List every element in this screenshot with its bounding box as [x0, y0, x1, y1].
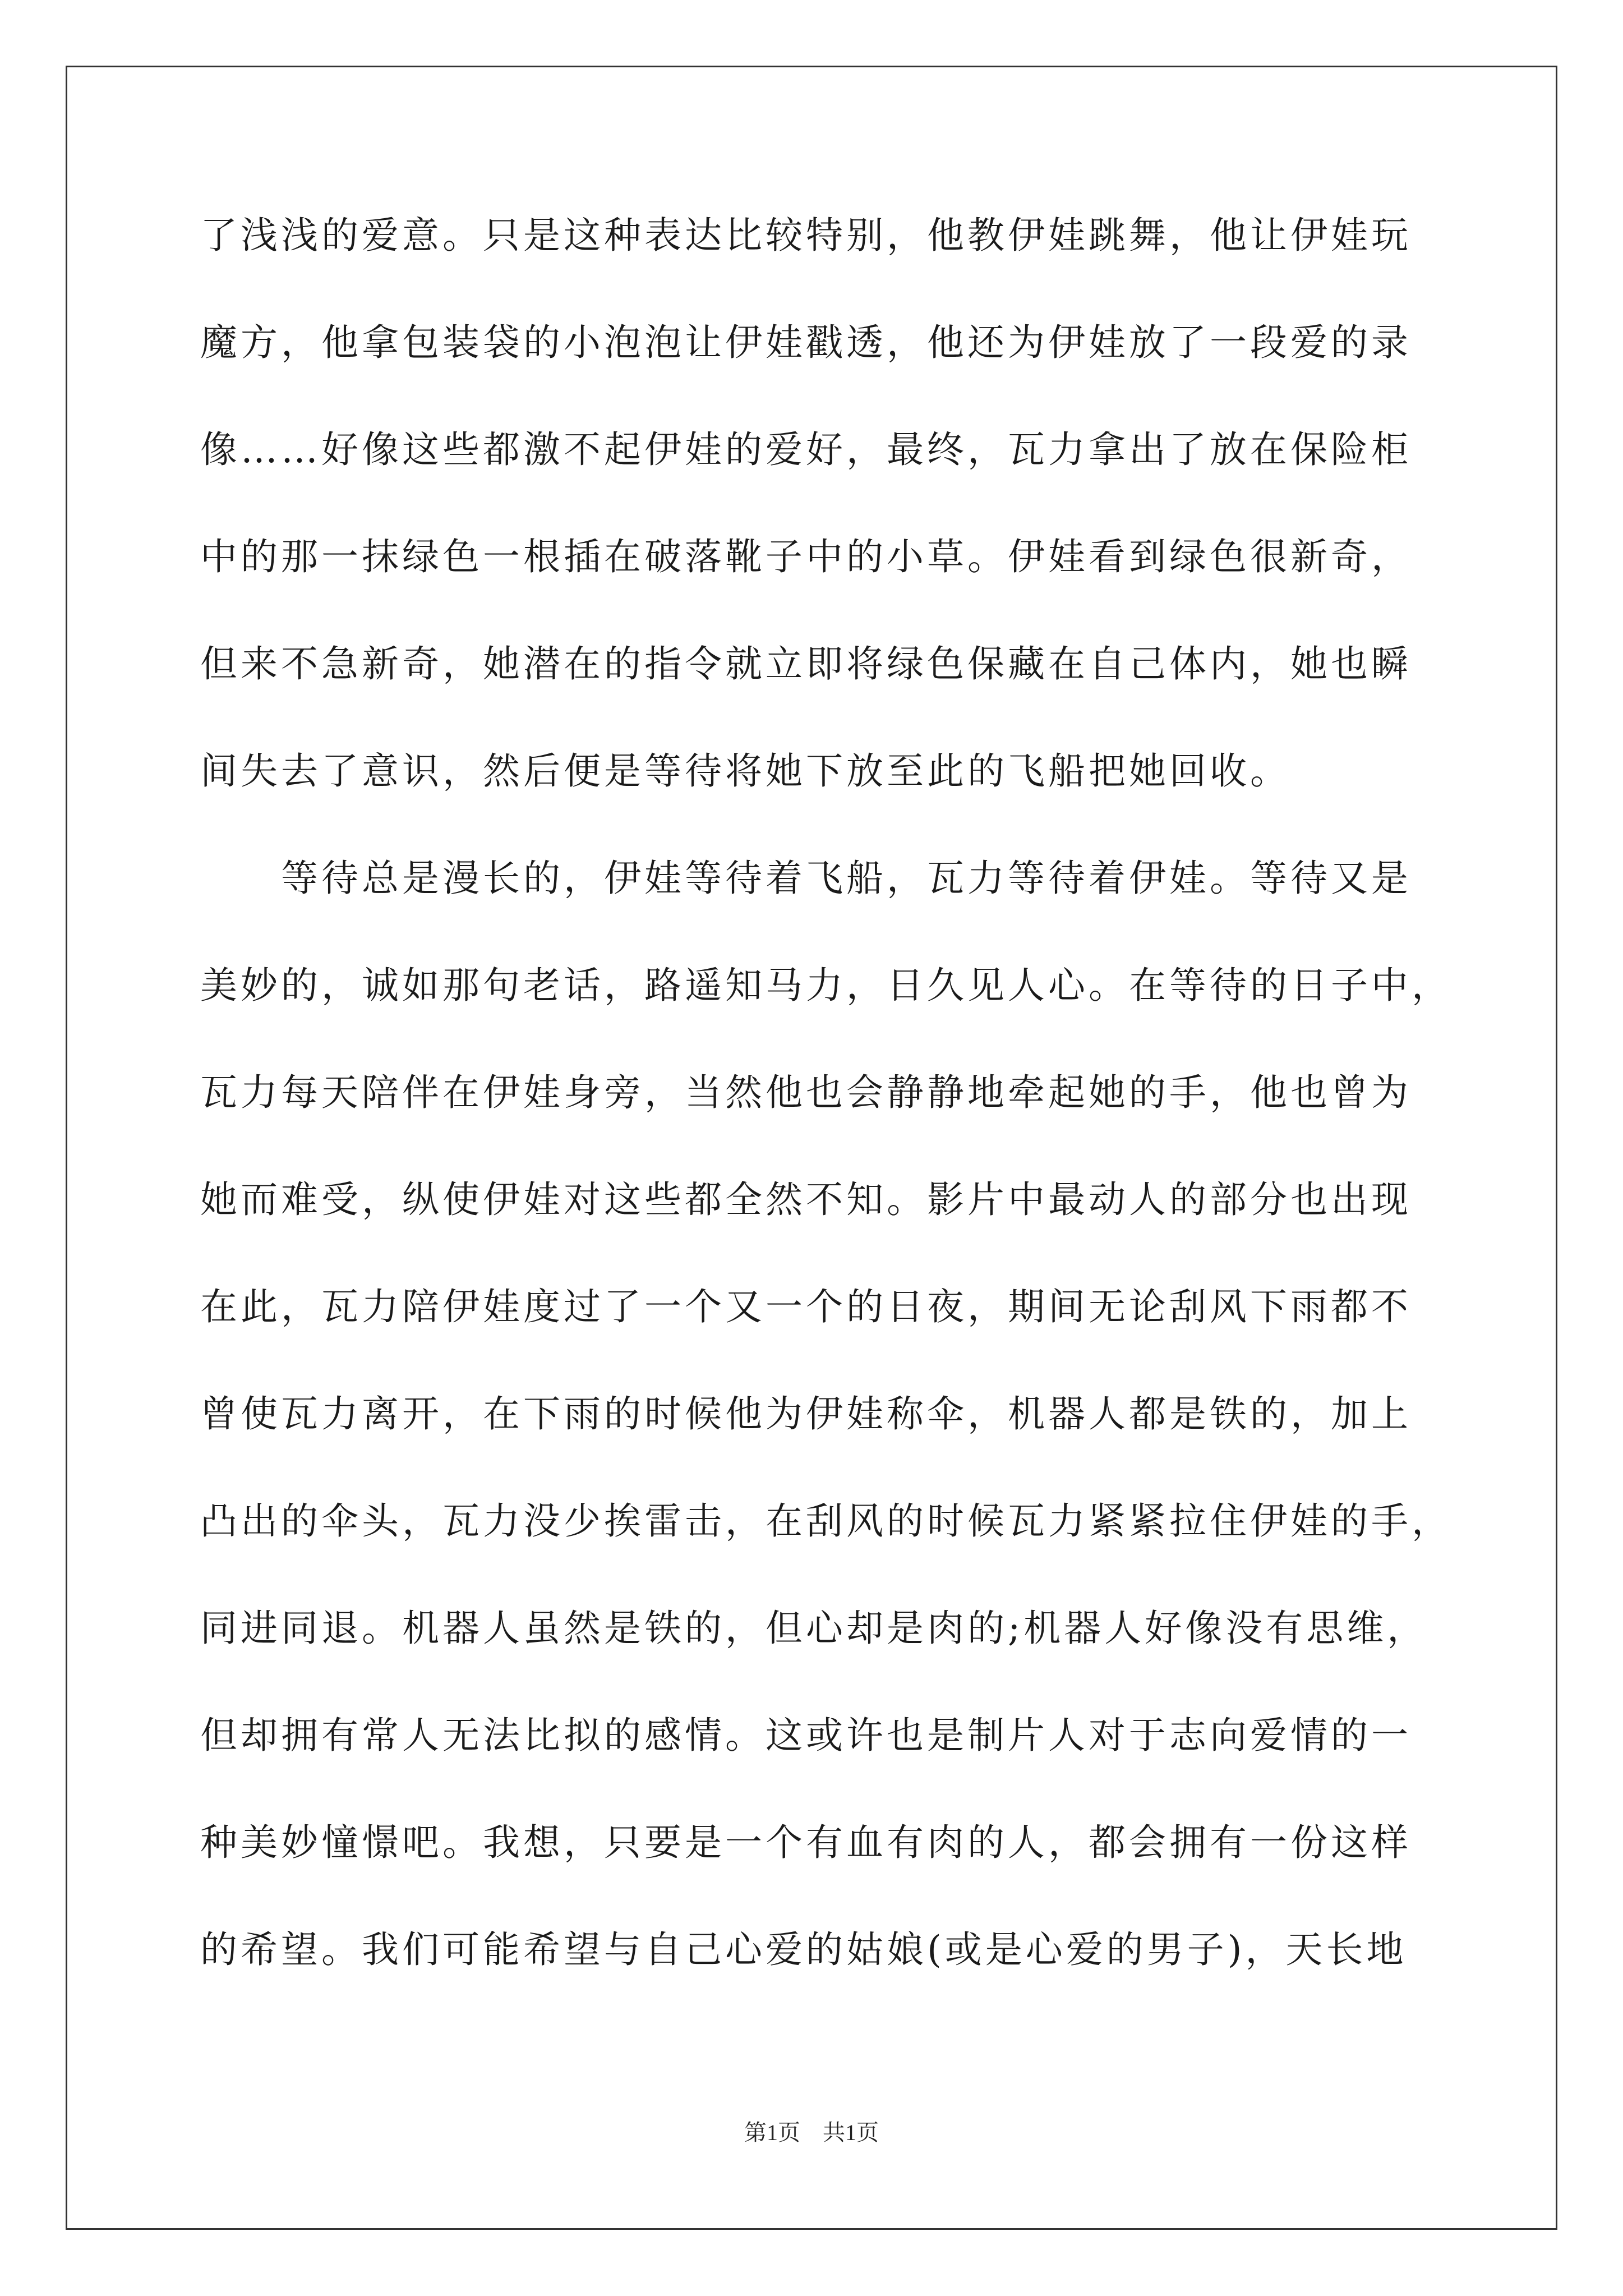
text-line: 美妙的，诚如那句老话，路遥知马力，日久见人心。在等待的日子中， — [200, 964, 1452, 1007]
text-line: 种美妙憧憬吧。我想，只要是一个有血有肉的人，都会拥有一份这样 — [200, 1821, 1412, 1864]
text-line: 曾使瓦力离开，在下雨的时候他为伊娃称伞，机器人都是铁的，加上 — [200, 1392, 1412, 1435]
text-line: 瓦力每天陪伴在伊娃身旁，当然他也会静静地牵起她的手，他也曾为 — [200, 1071, 1412, 1114]
text-line: 了浅浅的爱意。只是这种表达比较特别，他教伊娃跳舞，他让伊娃玩 — [200, 214, 1412, 257]
text-line: 同进同退。机器人虽然是铁的，但心却是肉的;机器人好像没有思维， — [200, 1607, 1428, 1650]
text-line: 但却拥有常人无法比拟的感情。这或许也是制片人对于志向爱情的一 — [200, 1714, 1412, 1757]
text-line: 她而难受，纵使伊娃对这些都全然不知。影片中最动人的部分也出现 — [200, 1178, 1412, 1221]
body-text — [200, 208, 1452, 2029]
text-line: 凸出的伞头，瓦力没少挨雷击，在刮风的时候瓦力紧紧拉住伊娃的手， — [200, 1499, 1452, 1543]
text-line: 的希望。我们可能希望与自己心爱的姑娘(或是心爱的男子)，天长地 — [200, 1928, 1407, 1971]
text-line: 间失去了意识，然后便是等待将她下放至此的飞船把她回收。 — [200, 749, 1290, 793]
page-footer: 第1页 共1页 — [744, 2120, 879, 2145]
text-line: 等待总是漫长的，伊娃等待着飞船，瓦力等待着伊娃。等待又是 — [200, 857, 1412, 900]
text-line: 在此，瓦力陪伊娃度过了一个又一个的日夜，期间无论刮风下雨都不 — [200, 1285, 1412, 1328]
text-line: 像……好像这些都激不起伊娃的爱好，最终，瓦力拿出了放在保险柜 — [200, 428, 1412, 471]
text-line: 魔方，他拿包装袋的小泡泡让伊娃戳透，他还为伊娃放了一段爱的录 — [200, 321, 1412, 364]
text-line: 但来不急新奇，她潜在的指令就立即将绿色保藏在自己体内，她也瞬 — [200, 642, 1412, 685]
text-line: 中的那一抹绿色一根插在破落靴子中的小草。伊娃看到绿色很新奇， — [200, 535, 1412, 578]
